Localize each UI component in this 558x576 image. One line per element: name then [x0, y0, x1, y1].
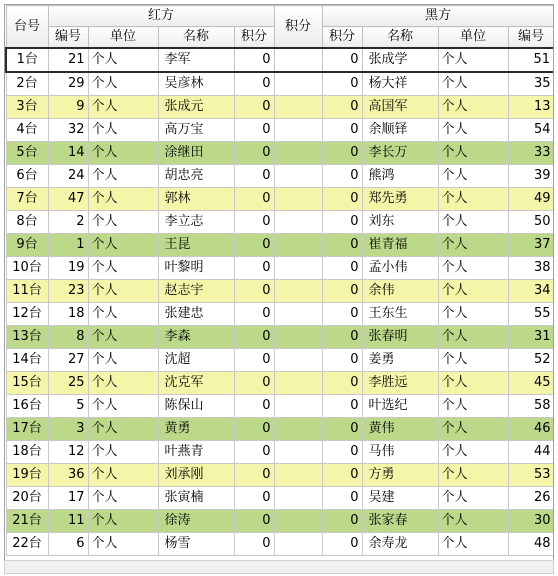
table-no-cell[interactable]: 15台: [6, 372, 48, 395]
red-name-cell[interactable]: 张寅楠: [158, 487, 234, 510]
red-name-cell[interactable]: 沈超: [158, 349, 234, 372]
red-name-cell[interactable]: 高万宝: [158, 119, 234, 142]
table-no-cell[interactable]: 11台: [6, 280, 48, 303]
black-score-cell[interactable]: 0: [322, 257, 362, 280]
black-score-cell[interactable]: 0: [322, 280, 362, 303]
mid-score-cell[interactable]: [274, 119, 322, 142]
red-unit-cell[interactable]: 个人: [88, 326, 158, 349]
red-name-cell[interactable]: 李森: [158, 326, 234, 349]
table-row[interactable]: [6, 441, 554, 464]
pairing-table: [5, 5, 554, 556]
black-no-cell[interactable]: 26: [508, 487, 554, 510]
black-name-cell[interactable]: 王东生: [362, 303, 438, 326]
red-unit-cell[interactable]: 个人: [88, 257, 158, 280]
mid-score-cell[interactable]: [274, 303, 322, 326]
black-name-cell[interactable]: 高国军: [362, 96, 438, 119]
red-no-cell[interactable]: 19: [48, 257, 88, 280]
red-name-cell[interactable]: 赵志宇: [158, 280, 234, 303]
table-row[interactable]: [6, 510, 554, 533]
black-score-cell[interactable]: 0: [322, 487, 362, 510]
black-no-cell[interactable]: 48: [508, 533, 554, 556]
table-row[interactable]: [6, 372, 554, 395]
red-score-cell[interactable]: 0: [234, 119, 274, 142]
black-score-cell[interactable]: 0: [322, 395, 362, 418]
table-no-cell[interactable]: 13台: [6, 326, 48, 349]
red-no-cell[interactable]: 23: [48, 280, 88, 303]
red-name-cell[interactable]: 杨雪: [158, 533, 234, 556]
header-black-score[interactable]: 积分: [322, 27, 362, 49]
red-score-cell[interactable]: 0: [234, 349, 274, 372]
black-score-cell[interactable]: 0: [322, 188, 362, 211]
black-score-cell[interactable]: 0: [322, 441, 362, 464]
red-score-cell[interactable]: 0: [234, 303, 274, 326]
table-row[interactable]: [6, 257, 554, 280]
black-unit-cell[interactable]: 个人: [438, 280, 508, 303]
red-score-cell[interactable]: 0: [234, 257, 274, 280]
black-score-cell[interactable]: 0: [322, 303, 362, 326]
black-name-cell[interactable]: 张春明: [362, 326, 438, 349]
red-no-cell[interactable]: 6: [48, 533, 88, 556]
table-row[interactable]: [6, 96, 554, 119]
table-row[interactable]: [6, 48, 554, 72]
red-unit-cell[interactable]: 个人: [88, 211, 158, 234]
table-row[interactable]: [6, 349, 554, 372]
table-row[interactable]: [6, 303, 554, 326]
table-no-cell[interactable]: 17台: [6, 418, 48, 441]
black-no-cell[interactable]: 13: [508, 96, 554, 119]
table-no-cell[interactable]: 21台: [6, 510, 48, 533]
black-unit-cell[interactable]: 个人: [438, 464, 508, 487]
table-no-cell[interactable]: 10台: [6, 257, 48, 280]
black-score-cell[interactable]: 0: [322, 48, 362, 72]
header-row-top: [6, 6, 554, 27]
header-red-name[interactable]: 名称: [158, 27, 234, 49]
table-no-cell[interactable]: 6台: [6, 165, 48, 188]
red-name-cell[interactable]: 李立志: [158, 211, 234, 234]
red-unit-cell[interactable]: 个人: [88, 96, 158, 119]
table-row[interactable]: [6, 211, 554, 234]
header-black-unit[interactable]: 单位: [438, 27, 508, 49]
black-no-cell[interactable]: 45: [508, 372, 554, 395]
red-name-cell[interactable]: 沈克军: [158, 372, 234, 395]
red-score-cell[interactable]: 0: [234, 418, 274, 441]
red-name-cell[interactable]: 涂继田: [158, 142, 234, 165]
table-row[interactable]: [6, 464, 554, 487]
mid-score-cell[interactable]: [274, 165, 322, 188]
red-no-cell[interactable]: 47: [48, 188, 88, 211]
mid-score-cell[interactable]: [274, 142, 322, 165]
red-no-cell[interactable]: 25: [48, 372, 88, 395]
red-score-cell[interactable]: 0: [234, 165, 274, 188]
red-name-cell[interactable]: 黄勇: [158, 418, 234, 441]
black-score-cell[interactable]: 0: [322, 510, 362, 533]
black-score-cell[interactable]: 0: [322, 418, 362, 441]
red-name-cell[interactable]: 张成元: [158, 96, 234, 119]
table-no-cell[interactable]: 3台: [6, 96, 48, 119]
black-name-cell[interactable]: 黄伟: [362, 418, 438, 441]
red-score-cell[interactable]: 0: [234, 280, 274, 303]
red-name-cell[interactable]: 胡忠亮: [158, 165, 234, 188]
red-no-cell[interactable]: 8: [48, 326, 88, 349]
table-row[interactable]: [6, 418, 554, 441]
red-name-cell[interactable]: 郭林: [158, 188, 234, 211]
red-unit-cell[interactable]: 个人: [88, 510, 158, 533]
black-unit-cell[interactable]: 个人: [438, 487, 508, 510]
red-score-cell[interactable]: 0: [234, 372, 274, 395]
black-unit-cell[interactable]: 个人: [438, 48, 508, 72]
red-score-cell[interactable]: 0: [234, 48, 274, 72]
mid-score-cell[interactable]: [274, 441, 322, 464]
table-no-cell[interactable]: 22台: [6, 533, 48, 556]
black-unit-cell[interactable]: 个人: [438, 119, 508, 142]
red-no-cell[interactable]: 1: [48, 234, 88, 257]
red-unit-cell[interactable]: 个人: [88, 280, 158, 303]
red-no-cell[interactable]: 12: [48, 441, 88, 464]
black-unit-cell[interactable]: 个人: [438, 441, 508, 464]
black-name-cell[interactable]: 余顺铎: [362, 119, 438, 142]
black-unit-cell[interactable]: 个人: [438, 257, 508, 280]
mid-score-cell[interactable]: [274, 211, 322, 234]
black-unit-cell[interactable]: 个人: [438, 72, 508, 96]
red-score-cell[interactable]: 0: [234, 395, 274, 418]
mid-score-cell[interactable]: [274, 280, 322, 303]
mid-score-cell[interactable]: [274, 72, 322, 96]
black-score-cell[interactable]: 0: [322, 119, 362, 142]
black-name-cell[interactable]: 张家春: [362, 510, 438, 533]
red-score-cell[interactable]: 0: [234, 72, 274, 96]
red-no-cell[interactable]: 27: [48, 349, 88, 372]
table-row[interactable]: [6, 234, 554, 257]
red-no-cell[interactable]: 3: [48, 418, 88, 441]
table-no-cell[interactable]: 5台: [6, 142, 48, 165]
table-no-cell[interactable]: 4台: [6, 119, 48, 142]
black-name-cell[interactable]: 吴建: [362, 487, 438, 510]
red-no-cell[interactable]: 14: [48, 142, 88, 165]
mid-score-cell[interactable]: [274, 234, 322, 257]
red-name-cell[interactable]: 陈保山: [158, 395, 234, 418]
mid-score-cell[interactable]: [274, 464, 322, 487]
black-unit-cell[interactable]: 个人: [438, 510, 508, 533]
black-no-cell[interactable]: 39: [508, 165, 554, 188]
black-no-cell[interactable]: 52: [508, 349, 554, 372]
red-score-cell[interactable]: 0: [234, 487, 274, 510]
black-name-cell[interactable]: 李胜远: [362, 372, 438, 395]
horizontal-scrollbar[interactable]: [4, 560, 554, 574]
table-row[interactable]: [6, 533, 554, 556]
black-name-cell[interactable]: 叶选纪: [362, 395, 438, 418]
red-unit-cell[interactable]: 个人: [88, 72, 158, 96]
header-black-group: 黑方: [322, 6, 554, 27]
black-score-cell[interactable]: 0: [322, 326, 362, 349]
red-score-cell[interactable]: 0: [234, 234, 274, 257]
table-row[interactable]: [6, 72, 554, 96]
black-name-cell[interactable]: 马伟: [362, 441, 438, 464]
black-unit-cell[interactable]: 个人: [438, 372, 508, 395]
black-no-cell[interactable]: 31: [508, 326, 554, 349]
black-unit-cell[interactable]: 个人: [438, 418, 508, 441]
red-score-cell[interactable]: 0: [234, 188, 274, 211]
table-no-cell[interactable]: 20台: [6, 487, 48, 510]
black-score-cell[interactable]: 0: [322, 533, 362, 556]
red-unit-cell[interactable]: 个人: [88, 418, 158, 441]
black-unit-cell[interactable]: 个人: [438, 234, 508, 257]
red-no-cell[interactable]: 17: [48, 487, 88, 510]
header-black-no[interactable]: 编号: [508, 27, 554, 49]
black-score-cell[interactable]: 0: [322, 372, 362, 395]
black-score-cell[interactable]: 0: [322, 349, 362, 372]
red-no-cell[interactable]: 32: [48, 119, 88, 142]
mid-score-cell[interactable]: [274, 533, 322, 556]
black-name-cell[interactable]: 余寿龙: [362, 533, 438, 556]
mid-score-cell[interactable]: [274, 487, 322, 510]
table-no-cell[interactable]: 19台: [6, 464, 48, 487]
red-no-cell[interactable]: 5: [48, 395, 88, 418]
mid-score-cell[interactable]: [274, 188, 322, 211]
red-unit-cell[interactable]: 个人: [88, 395, 158, 418]
black-name-cell[interactable]: 张成学: [362, 48, 438, 72]
black-unit-cell[interactable]: 个人: [438, 211, 508, 234]
black-unit-cell[interactable]: 个人: [438, 395, 508, 418]
red-no-cell[interactable]: 2: [48, 211, 88, 234]
red-no-cell[interactable]: 36: [48, 464, 88, 487]
mid-score-cell[interactable]: [274, 372, 322, 395]
red-score-cell[interactable]: 0: [234, 326, 274, 349]
red-unit-cell[interactable]: 个人: [88, 234, 158, 257]
red-name-cell[interactable]: 徐涛: [158, 510, 234, 533]
black-no-cell[interactable]: 35: [508, 72, 554, 96]
red-unit-cell[interactable]: 个人: [88, 188, 158, 211]
table-no-cell[interactable]: 12台: [6, 303, 48, 326]
black-score-cell[interactable]: 0: [322, 234, 362, 257]
red-score-cell[interactable]: 0: [234, 510, 274, 533]
black-unit-cell[interactable]: 个人: [438, 349, 508, 372]
black-no-cell[interactable]: 55: [508, 303, 554, 326]
mid-score-cell[interactable]: [274, 257, 322, 280]
red-no-cell[interactable]: 29: [48, 72, 88, 96]
black-no-cell[interactable]: 58: [508, 395, 554, 418]
black-name-cell[interactable]: 郑先勇: [362, 188, 438, 211]
red-unit-cell[interactable]: 个人: [88, 48, 158, 72]
red-score-cell[interactable]: 0: [234, 142, 274, 165]
black-name-cell[interactable]: 孟小伟: [362, 257, 438, 280]
pairing-grid: [4, 4, 554, 562]
black-no-cell[interactable]: 46: [508, 418, 554, 441]
red-score-cell[interactable]: 0: [234, 464, 274, 487]
red-no-cell[interactable]: 9: [48, 96, 88, 119]
table-no-cell[interactable]: 7台: [6, 188, 48, 211]
red-unit-cell[interactable]: 个人: [88, 119, 158, 142]
black-name-cell[interactable]: 杨大祥: [362, 72, 438, 96]
black-name-cell[interactable]: 崔青福: [362, 234, 438, 257]
black-score-cell[interactable]: 0: [322, 165, 362, 188]
red-unit-cell[interactable]: 个人: [88, 441, 158, 464]
red-unit-cell[interactable]: 个人: [88, 464, 158, 487]
mid-score-cell[interactable]: [274, 96, 322, 119]
red-name-cell[interactable]: 张建忠: [158, 303, 234, 326]
black-score-cell[interactable]: 0: [322, 464, 362, 487]
black-no-cell[interactable]: 50: [508, 211, 554, 234]
black-name-cell[interactable]: 方勇: [362, 464, 438, 487]
table-no-cell[interactable]: 14台: [6, 349, 48, 372]
red-name-cell[interactable]: 刘承刚: [158, 464, 234, 487]
black-unit-cell[interactable]: 个人: [438, 303, 508, 326]
black-score-cell[interactable]: 0: [322, 96, 362, 119]
mid-score-cell[interactable]: [274, 326, 322, 349]
red-unit-cell[interactable]: 个人: [88, 165, 158, 188]
table-no-cell[interactable]: 8台: [6, 211, 48, 234]
table-row[interactable]: [6, 280, 554, 303]
table-no-cell[interactable]: 18台: [6, 441, 48, 464]
table-no-cell[interactable]: 2台: [6, 72, 48, 96]
black-no-cell[interactable]: 33: [508, 142, 554, 165]
table-row[interactable]: [6, 326, 554, 349]
black-name-cell[interactable]: 李长万: [362, 142, 438, 165]
black-score-cell[interactable]: 0: [322, 211, 362, 234]
red-unit-cell[interactable]: 个人: [88, 487, 158, 510]
table-row[interactable]: [6, 119, 554, 142]
mid-score-cell[interactable]: [274, 395, 322, 418]
black-no-cell[interactable]: 38: [508, 257, 554, 280]
red-name-cell[interactable]: 吴彦林: [158, 72, 234, 96]
table-row[interactable]: [6, 165, 554, 188]
black-name-cell[interactable]: 刘东: [362, 211, 438, 234]
table-no-cell[interactable]: 1台: [6, 48, 48, 72]
red-score-cell[interactable]: 0: [234, 211, 274, 234]
pairing-rows: [6, 48, 554, 556]
black-no-cell[interactable]: 30: [508, 510, 554, 533]
black-name-cell[interactable]: 余伟: [362, 280, 438, 303]
black-unit-cell[interactable]: 个人: [438, 142, 508, 165]
mid-score-cell[interactable]: [274, 349, 322, 372]
mid-score-cell[interactable]: [274, 510, 322, 533]
black-unit-cell[interactable]: 个人: [438, 188, 508, 211]
red-no-cell[interactable]: 21: [48, 48, 88, 72]
red-name-cell[interactable]: 叶黎明: [158, 257, 234, 280]
red-no-cell[interactable]: 11: [48, 510, 88, 533]
header-black-name[interactable]: 名称: [362, 27, 438, 49]
header-score-mid[interactable]: 积分: [274, 6, 322, 49]
red-unit-cell[interactable]: 个人: [88, 142, 158, 165]
red-score-cell[interactable]: 0: [234, 533, 274, 556]
black-unit-cell[interactable]: 个人: [438, 326, 508, 349]
black-name-cell[interactable]: 姜勇: [362, 349, 438, 372]
black-unit-cell[interactable]: 个人: [438, 165, 508, 188]
red-unit-cell[interactable]: 个人: [88, 533, 158, 556]
red-score-cell[interactable]: 0: [234, 96, 274, 119]
red-unit-cell[interactable]: 个人: [88, 303, 158, 326]
red-score-cell[interactable]: 0: [234, 441, 274, 464]
black-unit-cell[interactable]: 个人: [438, 96, 508, 119]
header-red-no[interactable]: 编号: [48, 27, 88, 49]
header-table-no[interactable]: 台号: [6, 6, 48, 49]
black-no-cell[interactable]: 51: [508, 48, 554, 72]
table-row[interactable]: [6, 188, 554, 211]
black-no-cell[interactable]: 37: [508, 234, 554, 257]
black-score-cell[interactable]: 0: [322, 142, 362, 165]
red-unit-cell[interactable]: 个人: [88, 349, 158, 372]
table-no-cell[interactable]: 16台: [6, 395, 48, 418]
black-no-cell[interactable]: 34: [508, 280, 554, 303]
table-no-cell[interactable]: 9台: [6, 234, 48, 257]
header-red-group: 红方: [48, 6, 274, 27]
red-name-cell[interactable]: 叶燕青: [158, 441, 234, 464]
black-unit-cell[interactable]: 个人: [438, 533, 508, 556]
red-no-cell[interactable]: 18: [48, 303, 88, 326]
black-name-cell[interactable]: 熊鸿: [362, 165, 438, 188]
header-red-score[interactable]: 积分: [234, 27, 274, 49]
red-no-cell[interactable]: 24: [48, 165, 88, 188]
black-no-cell[interactable]: 44: [508, 441, 554, 464]
black-no-cell[interactable]: 53: [508, 464, 554, 487]
red-name-cell[interactable]: 李军: [158, 48, 234, 72]
table-row[interactable]: [6, 487, 554, 510]
red-name-cell[interactable]: 王昆: [158, 234, 234, 257]
black-no-cell[interactable]: 49: [508, 188, 554, 211]
table-row[interactable]: [6, 395, 554, 418]
table-row[interactable]: [6, 142, 554, 165]
header-red-unit[interactable]: 单位: [88, 27, 158, 49]
mid-score-cell[interactable]: [274, 418, 322, 441]
red-unit-cell[interactable]: 个人: [88, 372, 158, 395]
mid-score-cell[interactable]: [274, 48, 322, 72]
black-score-cell[interactable]: 0: [322, 72, 362, 96]
black-no-cell[interactable]: 54: [508, 119, 554, 142]
